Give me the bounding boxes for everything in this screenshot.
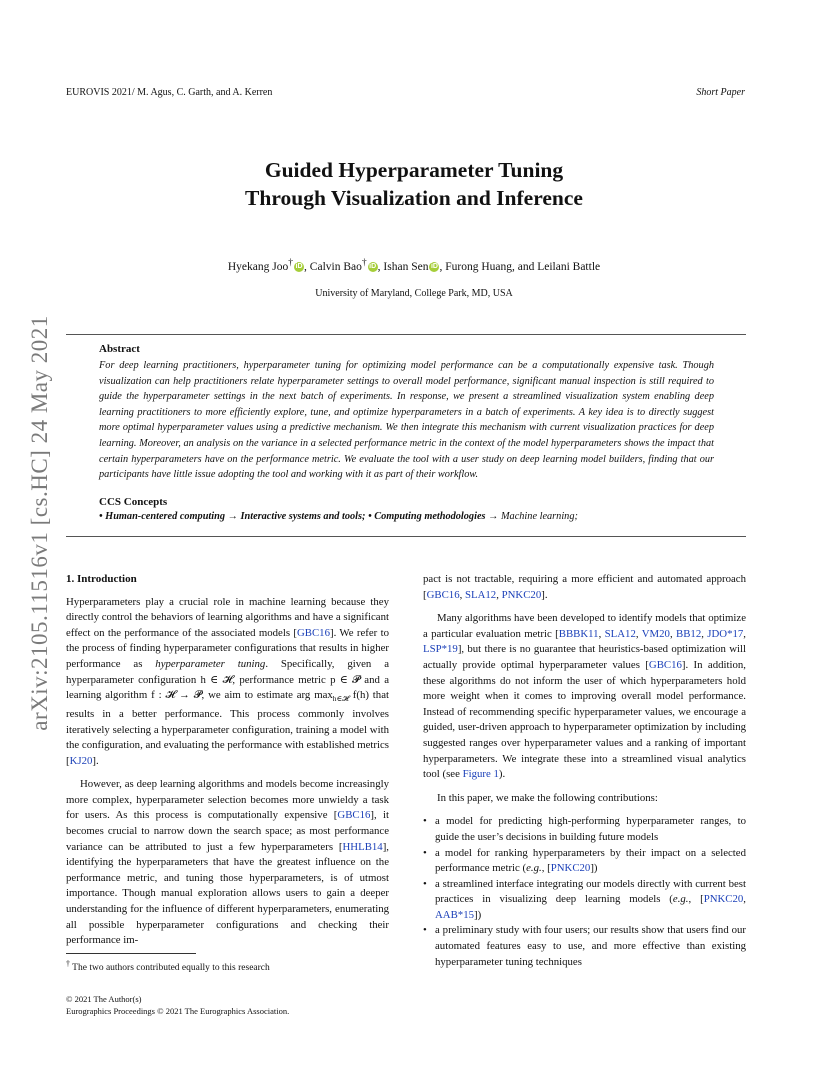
- intro-paragraph-2: [66, 777, 389, 949]
- footnote-text: The two authors contributed equally to this research: [72, 963, 270, 974]
- text: However, as deep learning algorithms and models become increasingly more complex, hyperparameter selection becomes more unwieldy a task for users. As this process is computationally expensive [: [66, 778, 389, 822]
- emphasis: e.g.: [672, 893, 689, 906]
- text: a model for ranking hyperparameters by their impact on a selected performance metric (: [435, 846, 746, 875]
- abstract-top-rule: [66, 334, 746, 335]
- right-column: [423, 572, 746, 970]
- equal-contribution-mark: †: [361, 257, 367, 268]
- text: a model for predicting high-performing hyperparameter ranges, to guide the user’s decisions in building future models: [435, 815, 746, 843]
- intro-paragraph-1: [66, 595, 389, 770]
- ccs-concepts: [99, 511, 719, 522]
- orcid-icon[interactable]: iD: [430, 262, 438, 270]
- intro-paragraph-2-continued: [423, 572, 746, 603]
- list-item: [423, 923, 746, 970]
- list-item: [423, 814, 746, 845]
- citation-link[interactable]: SLA12: [604, 627, 636, 640]
- figure-link[interactable]: Figure 1: [462, 768, 499, 781]
- text: . Specifically, given a hyperparameter configuration h ∈ 𝓗, performance metric p ∈ 𝓟 and a learning algorithm f : 𝓗 → 𝓟, we aim to estimate arg max: [66, 657, 389, 702]
- citation-link[interactable]: KJ20: [69, 754, 93, 767]
- author-sen: , Ishan Sen: [377, 260, 429, 273]
- ccs-concept-1: • Human-centered computing: [99, 511, 226, 522]
- text: ,: [669, 627, 677, 640]
- arrow-icon: →: [488, 511, 499, 522]
- author-list: [0, 257, 828, 273]
- citation-link[interactable]: BB12: [676, 627, 702, 640]
- subscript: h∈𝓗: [332, 694, 349, 704]
- list-item: [423, 877, 746, 924]
- citation-link[interactable]: PNKC20: [703, 893, 744, 906]
- text: a streamlined interface integrating our models directly with current best practices in visualizing deep learning models (: [435, 877, 746, 906]
- text: ]. We refer to the process of finding hyperparameter configurations that results in higher performance as: [66, 626, 389, 670]
- ccs-heading: CCS Concepts: [99, 496, 168, 508]
- text: ,: [701, 627, 708, 640]
- arrow-icon: →: [227, 511, 238, 522]
- copyright-line-1: © 2021 The Author(s): [66, 994, 142, 1004]
- affiliation: University of Maryland, College Park, MD, USA: [315, 288, 513, 299]
- citation-link[interactable]: BBBK11: [558, 627, 599, 640]
- citation-link[interactable]: GBC16: [296, 626, 330, 639]
- footnote-rule: [66, 953, 196, 954]
- ccs-concept-4: Machine learning;: [500, 511, 578, 522]
- text: ,: [598, 627, 605, 640]
- text: Many algorithms have been developed to identify models that optimize a particular evaluation metric [: [423, 612, 746, 640]
- text: a preliminary study with four users; our results show that users find our automated features easy to use, and more effective than existing hyperparameter tuning techniques: [435, 924, 746, 968]
- orcid-icon[interactable]: iD: [369, 262, 377, 270]
- text: f(h) that results in a better performance. This process commonly involves iteratively selecting a hyperparameter configuration, training a model with the configuration, and evaluating the performance with established metrics [: [66, 689, 389, 767]
- left-column: [66, 572, 389, 957]
- text: ,: [743, 893, 746, 906]
- running-header-left: EUROVIS 2021/ M. Agus, C. Garth, and A. Kerren: [66, 87, 273, 98]
- title-line-1: Guided Hyperparameter Tuning: [264, 158, 564, 182]
- text: , [: [688, 893, 704, 906]
- text: ].: [92, 754, 99, 767]
- contributions-list: [423, 814, 746, 970]
- text: , [: [541, 862, 551, 875]
- orcid-icon[interactable]: iD: [295, 262, 303, 270]
- running-header-right: Short Paper: [696, 87, 745, 98]
- citation-link[interactable]: HHLB14: [342, 840, 383, 853]
- citation-link[interactable]: GBC16: [337, 809, 371, 822]
- ccs-concept-3: • Computing methodologies: [368, 511, 486, 522]
- citation-link[interactable]: JDO*17: [707, 627, 744, 640]
- intro-paragraph-3: [423, 611, 746, 783]
- abstract-heading: Abstract: [99, 343, 140, 355]
- title-line-2: Through Visualization and Inference: [245, 186, 583, 210]
- author-bao: , Calvin Bao: [304, 260, 362, 273]
- text: ].: [541, 588, 548, 601]
- text: ,: [496, 588, 502, 601]
- arxiv-identifier: arXiv:2105.11516v1 [cs.HC] 24 May 2021: [27, 315, 52, 731]
- text: ], identifying the hyperparameters that have the greatest influence on the performance metric, and tuning those hyperparameters, is of utmost importance. Though manual exploration allows users to gain a deeper understanding for the influence of different hyperparameters, enumerating all possible hyperparameter configurations and checking their performance im-: [66, 840, 389, 947]
- abstract-bottom-rule: [66, 536, 746, 537]
- citation-link[interactable]: PNKC20: [550, 862, 591, 875]
- citation-link[interactable]: GBC16: [426, 588, 460, 601]
- author-others: , Furong Huang, and Leilani Battle: [439, 260, 601, 273]
- citation-link[interactable]: VM20: [641, 627, 670, 640]
- author-joo: Hyekang Joo: [227, 260, 289, 273]
- text: Hyperparameters play a crucial role in machine learning because they directly control the behaviors of learning algorithms and have a significant effect on the performance of the associated models [: [66, 595, 389, 639]
- abstract-text: For deep learning practitioners, hyperparameter tuning for optimizing model performance can be a computationally expensive task. Though visualization can help practitioners relate hyperparameter settings to overall model performance, significant manual inspection is still required to guide the hyperparameter settings in the next batch of experiments. In response, we present a streamlined visualization system enabling deep learning practitioners to more efficiently explore, tune, and optimize hyperparameters in a batch of experiments. A key idea is to directly suggest more optimal hyperparameter values using a predictive mechanism. We then integrate this mechanism with current visualization practices for deep learning. Moreover, an analysis on the variance in a selected performance metric in the context of the model hyperparameters shows the impact that certain hyperparameters have on the performance metric. We evaluate the tool with a user study on deep learning model builders, finding that our participants have little issue adopting the tool and working with it as part of their workflow.: [99, 360, 714, 481]
- citation-link[interactable]: GBC16: [648, 658, 682, 671]
- intro-paragraph-4: In this paper, we make the following contributions:: [437, 791, 658, 804]
- text: ,: [743, 627, 746, 640]
- text: pact is not tractable, requiring a more efficient and automated approach [: [423, 573, 746, 601]
- footnote: [66, 959, 270, 973]
- equal-contribution-mark: †: [288, 257, 294, 268]
- citation-link[interactable]: LSP*19: [423, 643, 458, 656]
- text: ], but there is no guarantee that heuristics-based optimization will actually provide optimal hyperparameter values [: [423, 643, 746, 671]
- footnote-mark: †: [66, 959, 70, 968]
- text: ).: [498, 768, 506, 781]
- list-item: [423, 846, 746, 877]
- text: ,: [635, 627, 642, 640]
- emphasis: hyperparameter tuning: [155, 657, 266, 670]
- ccs-concept-2: Interactive systems and tools;: [240, 511, 366, 522]
- text: ], it becomes crucial to narrow down the search space; as most performance variance can be attributed to just a few hyperparameters [: [66, 809, 390, 853]
- citation-link[interactable]: PNKC20: [501, 588, 542, 601]
- copyright-line-2: Eurographics Proceedings © 2021 The Eurographics Association.: [66, 1006, 290, 1016]
- text: ]): [590, 862, 598, 875]
- text: ]. In addition, these algorithms do not inform the user of which hyperparameters hold more weight when it comes to improving overall model performance. Instead of recommending specific hyperparameter values, we encourage a guided, user-driven approach to hyperparameter optimization by including suggested ranges over hyperparameter values and a ranking of important hyperparameters. We integrate these into a streamlined visual analytics tool (see: [423, 658, 746, 781]
- section-heading-introduction: 1. Introduction: [66, 573, 137, 585]
- text: ]): [474, 908, 482, 921]
- text: ,: [459, 588, 466, 601]
- citation-link[interactable]: AAB*15: [435, 908, 474, 921]
- copyright-notice: [66, 993, 289, 1017]
- paper-title: [0, 156, 828, 212]
- emphasis: e.g.: [526, 862, 542, 875]
- citation-link[interactable]: SLA12: [465, 588, 497, 601]
